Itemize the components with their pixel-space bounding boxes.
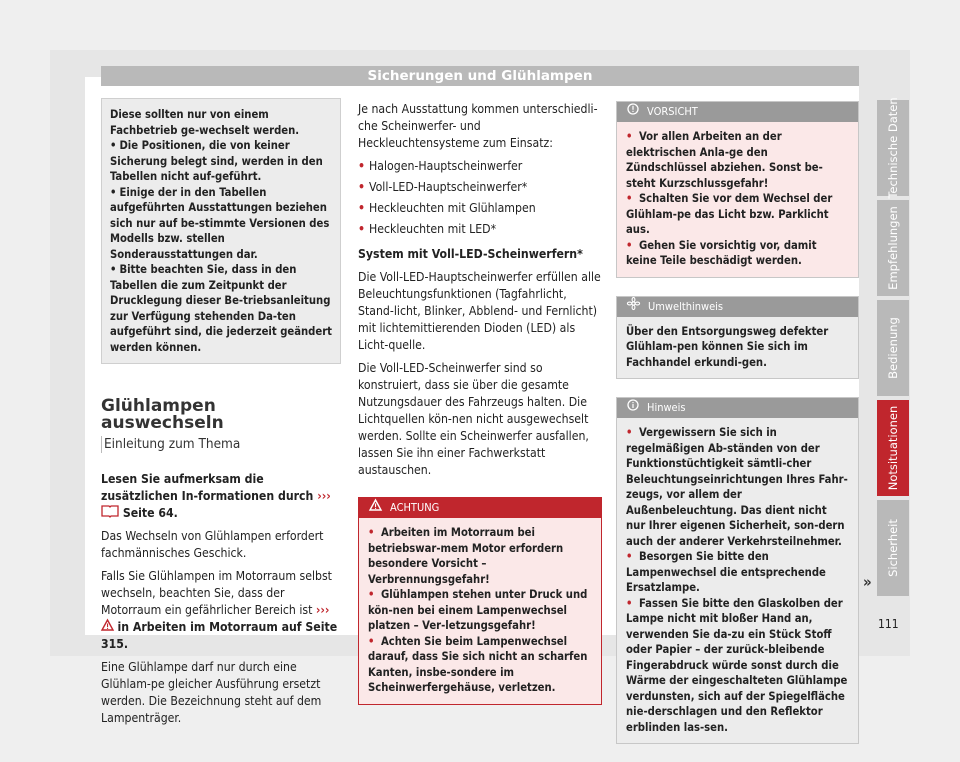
bullet-icon: • bbox=[626, 426, 636, 439]
caution-body bbox=[617, 122, 858, 277]
tab-sicherheit[interactable]: Sicherheit bbox=[877, 500, 909, 596]
tab-empfehlungen[interactable]: Empfehlungen bbox=[877, 200, 909, 296]
infobox-bullet: • Einige der in den Tabellen aufgeführten Ausstattungen beziehen sich nur auf be-stimmte Versionen des Modells bzw. stellen Sonderausstattungen dar. bbox=[110, 185, 330, 261]
warning-box bbox=[358, 497, 602, 705]
fuse-info-box bbox=[101, 98, 341, 364]
list-item: • Heckleuchten mit Glühlampen bbox=[358, 201, 536, 215]
book-icon bbox=[101, 506, 119, 520]
bullet-icon: • bbox=[358, 159, 366, 173]
bullet-icon: • bbox=[368, 634, 378, 648]
bullet-icon: • bbox=[626, 130, 636, 143]
bullet-icon: • bbox=[358, 180, 366, 194]
bullet-icon: • bbox=[110, 185, 117, 199]
infobox-bullet: • Die Positionen, die von keiner Sicherung belegt sind, werden in den Tabellen nicht auf-geführt. bbox=[110, 139, 323, 183]
warning-body bbox=[359, 518, 601, 704]
environment-box bbox=[616, 296, 859, 380]
section-header: Sicherungen und Glühlampen bbox=[101, 66, 859, 86]
bullet-icon: • bbox=[368, 526, 378, 539]
list-item: • Heckleuchten mit LED* bbox=[358, 222, 497, 236]
tab-bedienung[interactable]: Bedienung bbox=[877, 300, 909, 396]
warning-bullet: • Arbeiten im Motorraum bei betriebswar-mem Motor erfordern besondere Vorsicht – Verbrennungsgefahr! bbox=[368, 526, 564, 586]
reference-arrow-icon: ››› bbox=[317, 489, 331, 503]
paragraph: Falls Sie Glühlampen im Motorraum selbst wechseln, beachten Sie, dass der Motorraum ein gefährlicher Bereich ist ››› in Arbeiten im Motorraum auf Seite 315. bbox=[101, 569, 338, 651]
caution-bullet: • Gehen Sie vorsichtig vor, damit keine Teile beschädigt werden. bbox=[626, 238, 817, 267]
list-item: • Voll-LED-Hauptscheinwerfer* bbox=[358, 180, 528, 194]
paragraph: Je nach Ausstattung kommen unterschiedli-che Scheinwerfer- und Heckleuchtensysteme zum Einsatz: bbox=[358, 102, 598, 150]
page-reference-link[interactable]: in Arbeiten im Motorraum auf Seite 315. bbox=[101, 620, 338, 651]
bullet-icon: • bbox=[626, 192, 636, 205]
list-item: • Halogen-Hauptscheinwerfer bbox=[358, 159, 523, 173]
bullet-icon: • bbox=[110, 263, 117, 276]
column-left bbox=[101, 98, 341, 733]
caution-box bbox=[616, 101, 859, 278]
page-number: 111 bbox=[878, 617, 899, 631]
bullet-icon: • bbox=[626, 596, 636, 610]
column-middle bbox=[358, 101, 602, 705]
section-heading: Glühlampen auswechseln bbox=[101, 396, 224, 433]
bullet-icon: • bbox=[358, 222, 366, 236]
reference-arrow-icon: ››› bbox=[315, 603, 330, 617]
warning-bullet: • Glühlampen stehen unter Druck und kön-nen bei einem Lampenwechsel platzen – Ver-letzungsgefahr! bbox=[368, 588, 588, 632]
note-body bbox=[617, 418, 858, 743]
note-box bbox=[616, 397, 859, 744]
subheading: System mit Voll-LED-Scheinwerfern* bbox=[358, 247, 583, 261]
warning-header: ACHTUNG bbox=[359, 498, 601, 518]
note-bullet: • Besorgen Sie bitte den Lampenwechsel die entsprechende Ersatzlampe. bbox=[626, 550, 826, 594]
note-bullet: • Vergewissern Sie sich in regelmäßigen Ab-ständen von der Funktionstüchtigkeit sämtli-cher Beleuchtungseinrichtungen Ihres Fahr-zeugs, vor allem der Außenbeleuchtung. Das dient nicht nur Ihrer eigenen Sicherheit, son-dern auch der anderer Verkehrsteilnehmer. bbox=[626, 426, 848, 548]
infobox-bullet: • Bitte beachten Sie, dass in den Tabellen die zum Zeitpunkt der Drucklegung dieser Be-triebsanleitung zur Verfügung stehenden Da-ten aufgeführt sind, die jederzeit geändert werden können. bbox=[110, 263, 332, 354]
bullet-icon: • bbox=[110, 139, 117, 152]
intro-paragraph: Lesen Sie aufmerksam die zusätzlichen In-formationen durch ››› Seite 64. bbox=[101, 472, 331, 520]
warning-bullet: • Achten Sie beim Lampenwechsel darauf, dass Sie sich nicht an scharfen Kanten, insbe-sondere im Scheinwerfergehäuse, verletzen. bbox=[368, 634, 588, 694]
paragraph: Eine Glühlampe darf nur durch eine Glühlam-pe gleicher Ausführung ersetzt werden. Die Bezeichnung steht auf dem Lampenträger. bbox=[101, 660, 322, 725]
paragraph: Die Voll-LED-Scheinwerfer sind so konstruiert, dass sie über die gesamte Nutzungsdauer des Fahrzeugs halten. Die Lichtquellen kön-nen nicht ausgewechselt werden. Sollte ein Scheinwerfer ausfallen, lassen Sie ihn einer Fachwerkstatt austauschen. bbox=[358, 361, 589, 477]
environment-body: Über den Entsorgungsweg defekter Glühlam-pen können Sie sich im Fachhandel erkundi-gen. bbox=[617, 317, 858, 379]
warning-triangle-icon bbox=[101, 620, 114, 634]
chapter-tabs bbox=[877, 97, 909, 600]
info-circle-icon bbox=[627, 398, 639, 418]
caution-bullet: • Schalten Sie vor dem Wechsel der Glühlam-pe das Licht bzw. Parklicht aus. bbox=[626, 192, 833, 236]
leaf-flower-icon bbox=[627, 297, 640, 317]
paragraph: Das Wechseln von Glühlampen erfordert fachmännisches Geschick. bbox=[101, 529, 324, 560]
tab-technische-daten[interactable]: Technische Daten bbox=[877, 100, 909, 196]
tab-notsituationen[interactable]: Notsituationen bbox=[877, 400, 909, 496]
environment-header: Umwelthinweis bbox=[617, 297, 858, 317]
note-header: Hinweis bbox=[617, 398, 858, 418]
warning-triangle-icon bbox=[369, 498, 382, 518]
paragraph: Die Voll-LED-Hauptscheinwerfer erfüllen alle Beleuchtungsfunktionen (Tagfahrlicht, Stand-licht, Blinker, Abblend- und Fernlicht) mit lichtemittierenden Dioden (LED) als Licht-quelle. bbox=[358, 270, 601, 352]
bullet-icon: • bbox=[626, 550, 636, 563]
page-reference-link[interactable]: Seite 64. bbox=[122, 506, 178, 520]
bullet-icon: • bbox=[358, 201, 366, 215]
caution-bullet: • Vor allen Arbeiten an der elektrischen Anla-ge den Zündschlüssel abziehen. Sonst be-steht Kurzschlussgefahr! bbox=[626, 130, 823, 190]
bullet-icon: • bbox=[626, 238, 636, 252]
section-subheading: Einleitung zum Thema bbox=[101, 436, 341, 453]
note-bullet: • Fassen Sie bitte den Glaskolben der Lampe nicht mit bloßer Hand an, verwenden Sie da-zu ein Stück Stoff oder Papier – der zurück-bleibende Fingerabdruck würde sonst durch die Wärme der eingeschalteten Glühlampe verdunsten, sich auf der Spiegelfläche nie-derschlagen und den Reflektor erblinden las-sen. bbox=[626, 596, 848, 734]
caution-header: VORSICHT bbox=[617, 102, 858, 122]
bullet-icon: • bbox=[368, 588, 378, 601]
column-right bbox=[616, 101, 859, 762]
infobox-intro: Diese sollten nur von einem Fachbetrieb ge-wechselt werden. bbox=[110, 108, 300, 137]
continue-arrow-icon: » bbox=[863, 573, 872, 591]
exclamation-circle-icon bbox=[627, 102, 639, 122]
